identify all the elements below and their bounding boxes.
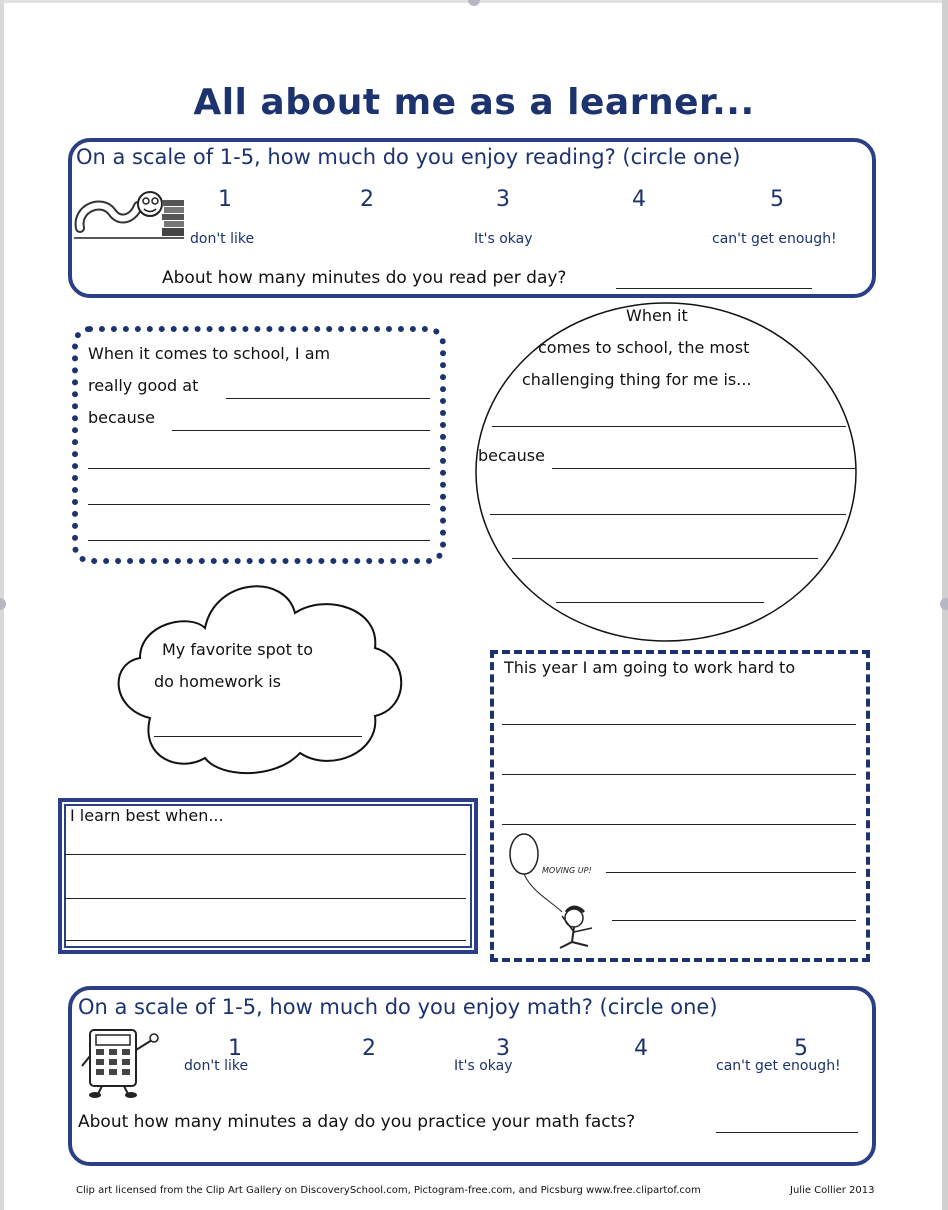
work-hard-line-c[interactable] [502, 824, 856, 825]
balloon-caption: MOVING UP! [542, 866, 592, 875]
resize-handle-right[interactable] [940, 598, 948, 610]
challenge-answer-line[interactable] [492, 426, 846, 427]
learn-best-line-c[interactable] [64, 940, 466, 941]
favorite-spot-line1: My favorite spot to [162, 640, 313, 659]
resize-handle-left[interactable] [0, 598, 6, 610]
work-hard-line-d[interactable] [606, 872, 856, 873]
learn-best-prompt: I learn best when... [70, 806, 224, 825]
reading-question: On a scale of 1-5, how much do you enjoy reading? (circle one) [76, 145, 741, 169]
challenge-line3: challenging thing for me is... [522, 370, 752, 389]
work-hard-prompt: This year I am going to work hard to [504, 658, 796, 677]
math-scale-3[interactable]: 3 [496, 1036, 510, 1061]
footer-credits: Clip art licensed from the Clip Art Gallery on DiscoverySchool.com, Pictogram-free.com, and Picsburg www.free.clipartof.com [76, 1185, 701, 1196]
challenge-line-a[interactable] [490, 514, 846, 515]
reading-high-label: can't get enough! [712, 231, 837, 247]
reading-mid-label: It's okay [474, 231, 533, 247]
favorite-spot-line2: do homework is [154, 672, 281, 691]
math-high-label: can't get enough! [716, 1058, 841, 1074]
good-at-because-line[interactable] [172, 430, 430, 431]
reading-low-label: don't like [190, 231, 255, 247]
calculator-clipart [80, 1026, 164, 1098]
good-at-line2: really good at [88, 376, 199, 395]
worksheet-title: All about me as a learner... [193, 82, 755, 123]
math-scale-5[interactable]: 5 [794, 1036, 808, 1061]
reading-scale-3[interactable]: 3 [496, 187, 510, 212]
learn-best-line-b[interactable] [64, 898, 466, 899]
balloon-kid-clipart [502, 832, 606, 950]
good-at-because: because [88, 408, 155, 427]
good-at-line-b[interactable] [88, 504, 430, 505]
bookworm-clipart [72, 188, 190, 244]
learn-best-line-a[interactable] [64, 854, 466, 855]
resize-handle-top[interactable] [468, 0, 480, 6]
math-scale-1[interactable]: 1 [228, 1036, 242, 1061]
good-at-answer-line[interactable] [226, 398, 430, 399]
good-at-line-c[interactable] [88, 540, 430, 541]
challenge-line2: comes to school, the most [538, 338, 750, 357]
reading-scale-4[interactable]: 4 [632, 187, 646, 212]
work-hard-line-b[interactable] [502, 774, 856, 775]
challenge-because-line[interactable] [552, 468, 856, 469]
reading-scale-1[interactable]: 1 [218, 187, 232, 212]
good-at-line1: When it comes to school, I am [88, 344, 331, 363]
challenge-line1: When it [626, 306, 688, 325]
footer-author: Julie Collier 2013 [790, 1185, 875, 1196]
reading-minutes-answer-line[interactable] [616, 288, 812, 289]
reading-minutes-question: About how many minutes do you read per day? [162, 268, 567, 288]
work-hard-line-e[interactable] [612, 920, 856, 921]
challenge-line-c[interactable] [556, 602, 764, 603]
math-scale-4[interactable]: 4 [634, 1036, 648, 1061]
math-low-label: don't like [184, 1058, 249, 1074]
math-minutes-question: About how many minutes a day do you practice your math facts? [78, 1112, 636, 1132]
math-scale-2[interactable]: 2 [362, 1036, 376, 1061]
math-minutes-answer-line[interactable] [716, 1132, 858, 1133]
good-at-line-a[interactable] [88, 468, 430, 469]
favorite-spot-answer-line[interactable] [154, 736, 362, 737]
math-mid-label: It's okay [454, 1058, 513, 1074]
work-hard-line-a[interactable] [502, 724, 856, 725]
challenge-line-b[interactable] [512, 558, 818, 559]
reading-scale-5[interactable]: 5 [770, 187, 784, 212]
math-question: On a scale of 1-5, how much do you enjoy math? (circle one) [78, 995, 718, 1019]
challenge-because: because [478, 446, 545, 465]
reading-scale-2[interactable]: 2 [360, 187, 374, 212]
